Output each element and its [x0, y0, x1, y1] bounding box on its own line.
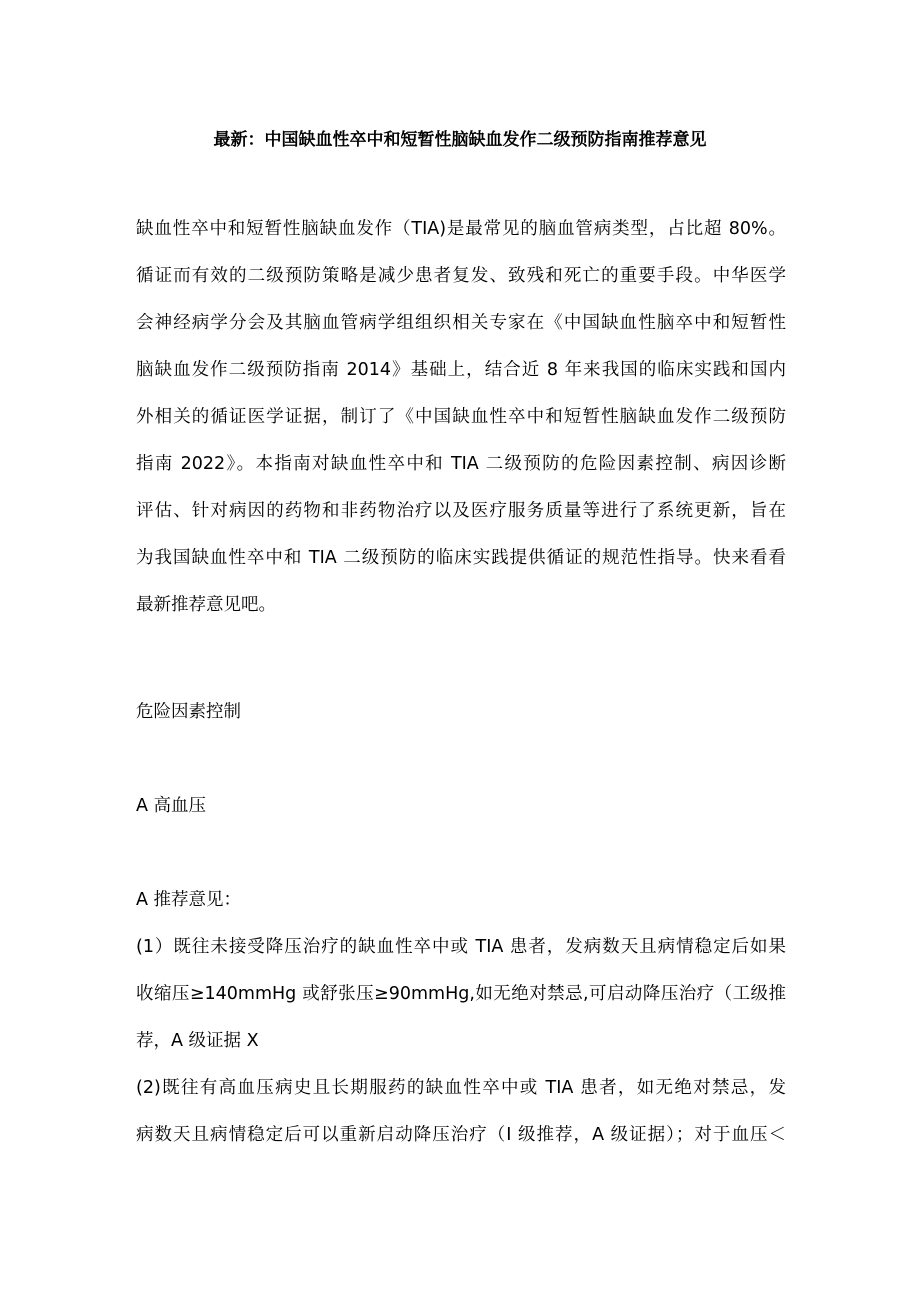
- intro-line: 外相关的循证医学证据，制订了《中国缺血性卒中和短暂性脑缺血发作二级预防: [136, 407, 786, 427]
- recommendation-line: 荐，A 级证据 X: [136, 1031, 259, 1051]
- section-heading: 危险因素控制: [136, 702, 241, 722]
- recommendation-line: (2)既往有高血压病史且长期服药的缺血性卒中或 TIA 患者，如无绝对禁忌，发: [136, 1078, 786, 1098]
- intro-line: 循证而有效的二级预防策略是减少患者复发、致残和死亡的重要手段。中华医学: [136, 266, 786, 286]
- document-title: 最新：中国缺血性卒中和短暂性脑缺血发作二级预防指南推荐意见: [213, 130, 707, 150]
- intro-line: 最新推荐意见吧。: [136, 595, 276, 615]
- intro-line: 指南 2022》。本指南对缺血性卒中和 TIA 二级预防的危险因素控制、病因诊断: [136, 454, 786, 474]
- intro-line: 会神经病学分会及其脑血管病学组组织相关专家在《中国缺血性脑卒中和短暂性: [136, 313, 786, 333]
- recommend-heading: A 推荐意见：: [136, 890, 242, 910]
- intro-line: 缺血性卒中和短暂性脑缺血发作（TIA)是最常见的脑血管病类型，占比超 80%。: [136, 219, 786, 239]
- intro-line: 评估、针对病因的药物和非药物治疗以及医疗服务质量等进行了系统更新，旨在: [136, 501, 786, 521]
- intro-line: 脑缺血发作二级预防指南 2014》基础上，结合近 8 年来我国的临床实践和国内: [136, 360, 786, 380]
- recommendation-line: 病数天且病情稳定后可以重新启动降压治疗（I 级推荐，A 级证据）；对于血压＜: [136, 1125, 786, 1145]
- intro-line: 为我国缺血性卒中和 TIA 二级预防的临床实践提供循证的规范性指导。快来看看: [136, 548, 786, 568]
- recommendation-line: (1）既往未接受降压治疗的缺血性卒中或 TIA 患者，发病数天且病情稳定后如果: [136, 937, 786, 957]
- subsection-heading: A 高血压: [136, 796, 207, 816]
- recommendation-line: 收缩压≥140mmHg 或舒张压≥90mmHg,如无绝对禁忌,可启动降压治疗（工级推: [136, 984, 786, 1004]
